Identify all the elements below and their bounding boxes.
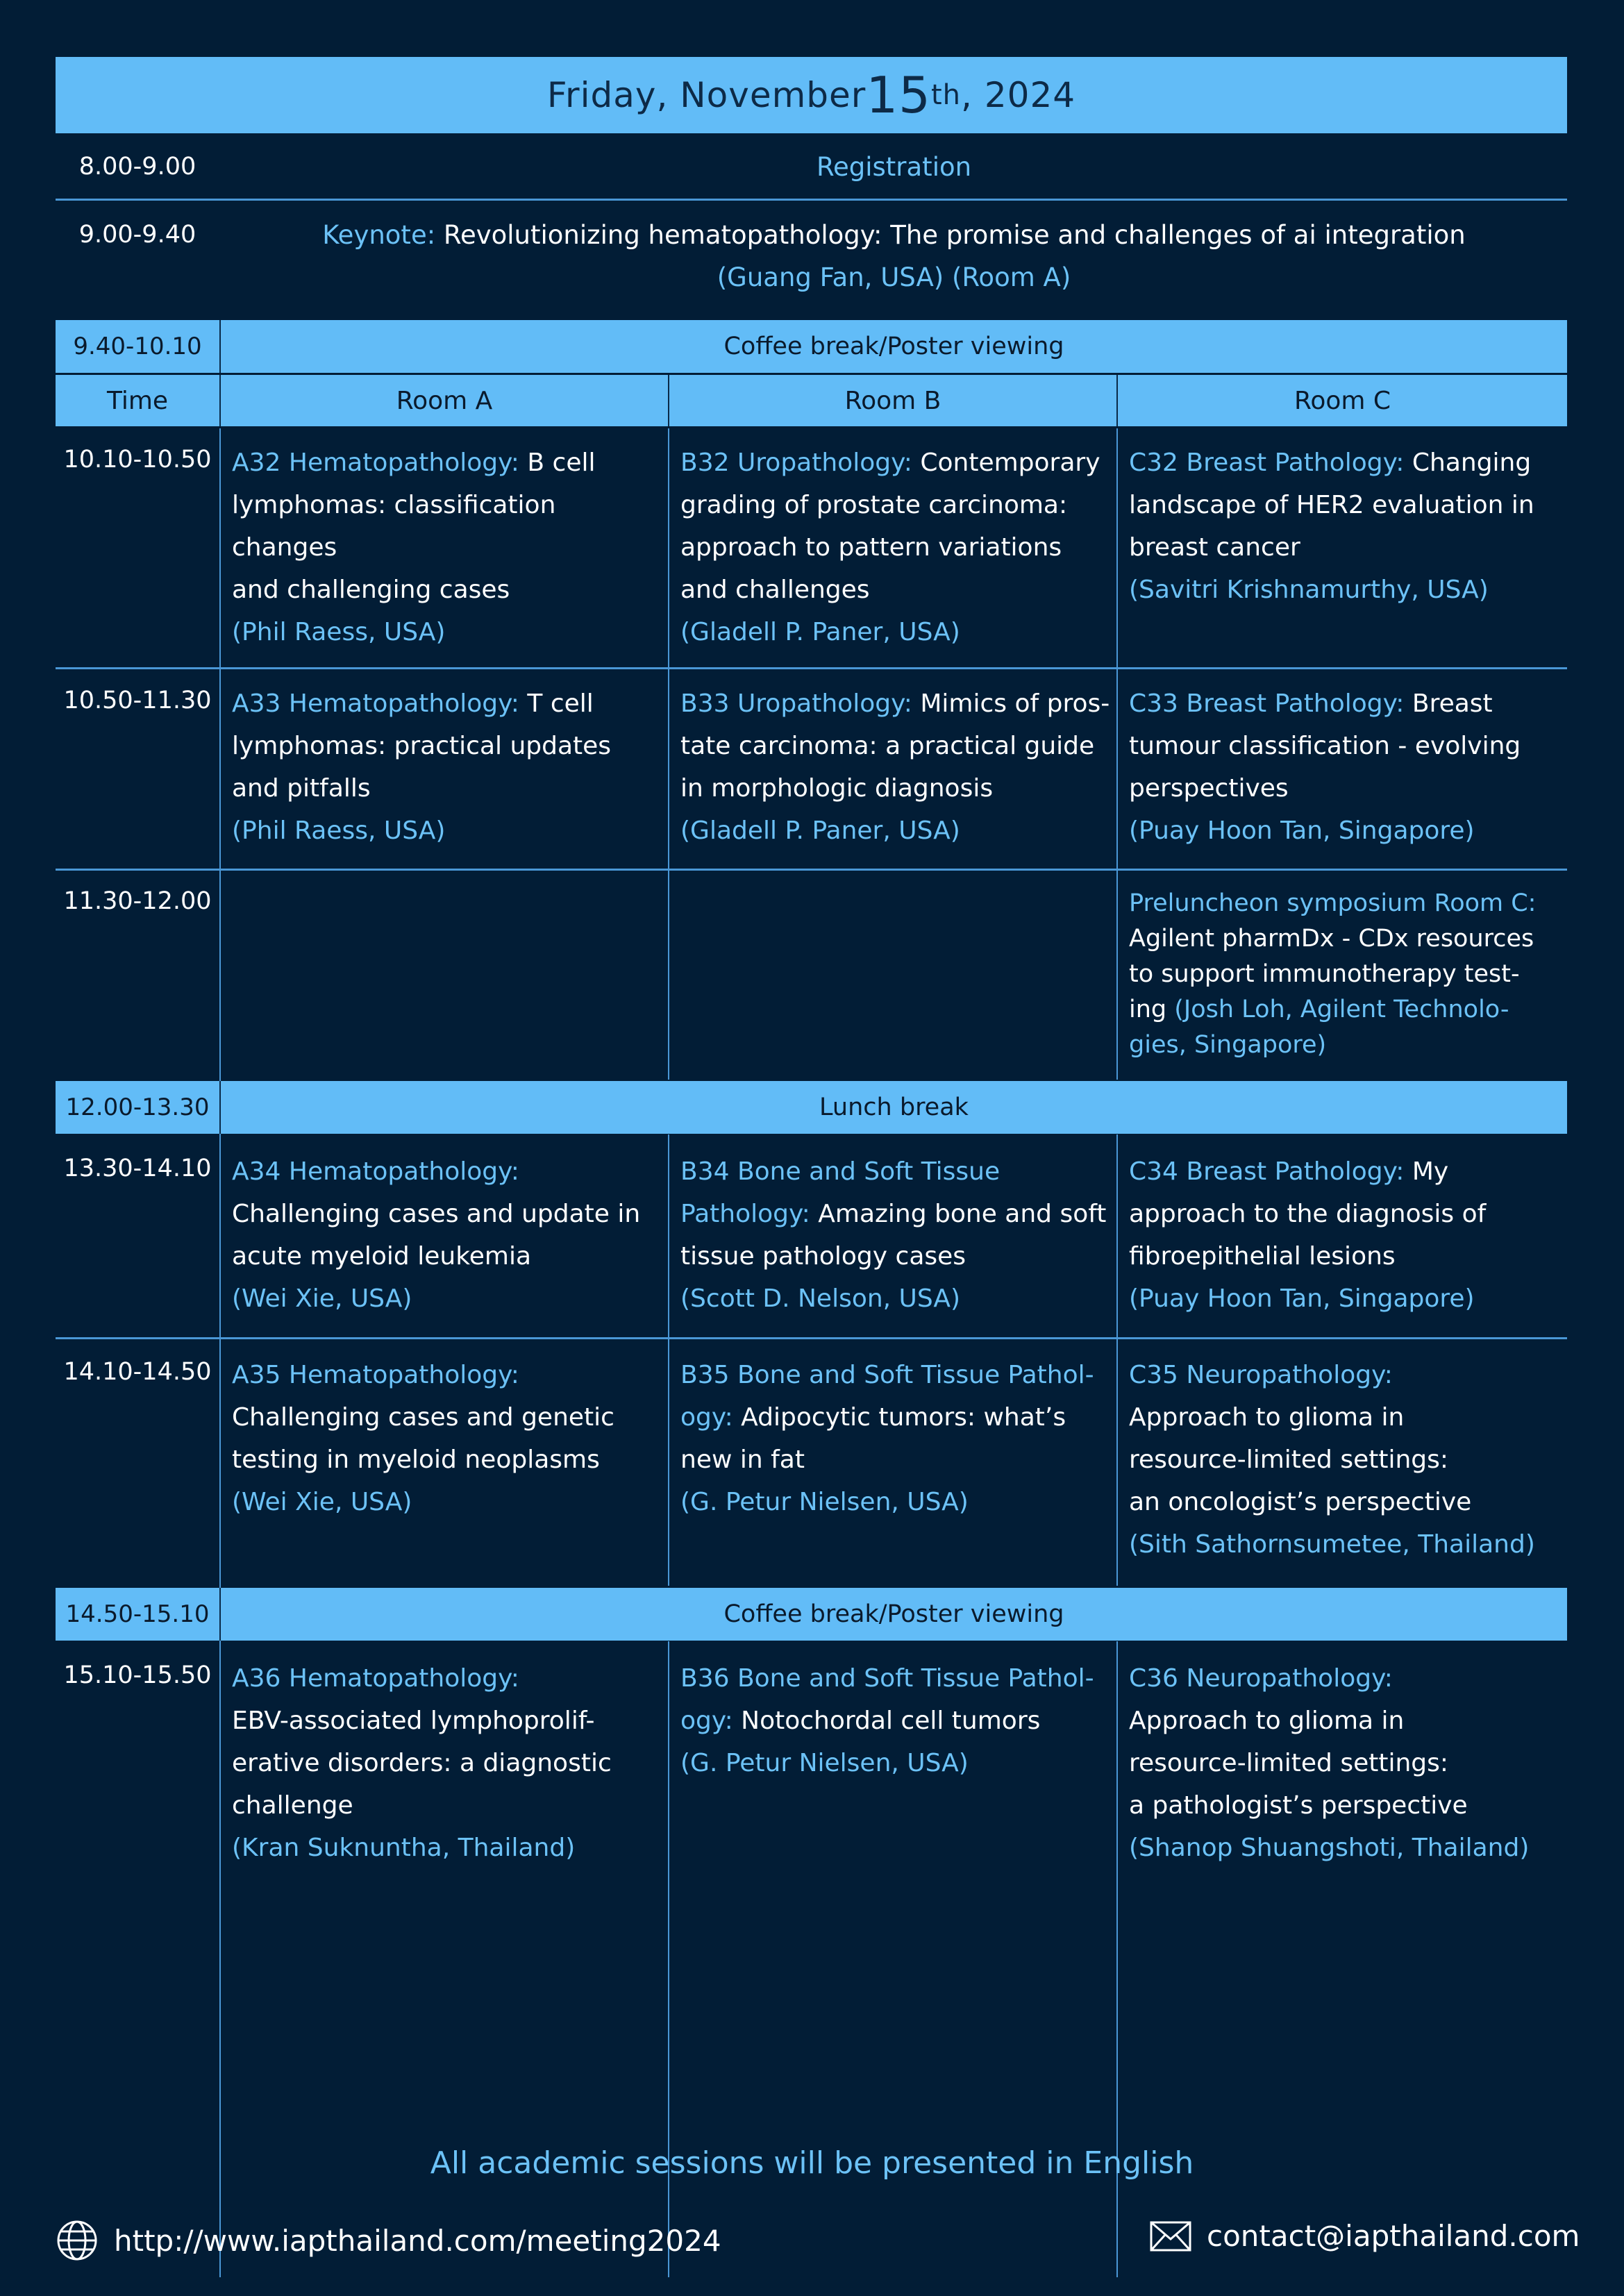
session-b33: B33 Uropathology: Mimics of pros- tate carcinoma: a practical guide in morphologic diagnosis (Gladell P. Paner, USA)	[680, 689, 1110, 845]
envelope-icon	[1150, 2221, 1191, 2252]
lunch-break-band: 12.00-13.30 Lunch break	[56, 1081, 1567, 1134]
keynote-title: Keynote: Revolutionizing hematopathology: The promise and challenges of ai integration	[322, 220, 1466, 250]
time-slot: 14.10-14.50	[63, 1358, 212, 1386]
time-slot: 10.10-10.50	[63, 446, 212, 474]
session-a36: A36 Hematopathology: EBV-associated lymphoprolif- erative disorders: a diagnostic challenge (Kran Suknuntha, Thailand)	[232, 1664, 612, 1862]
session-a34: A34 Hematopathology: Challenging cases and update in acute myeloid leukemia (Wei Xie, USA)	[232, 1157, 641, 1313]
title-day: 15	[866, 66, 931, 124]
session-c34: C34 Breast Pathology: My approach to the diagnosis of fibroepithelial lesions (Puay Hoon Tan, Singapore)	[1129, 1157, 1487, 1313]
column-line-a	[668, 428, 669, 1080]
column-line-b	[1116, 428, 1118, 1080]
session-preluncheon-symposium: Preluncheon symposium Room C: Agilent pharmDx - CDx resources to support immunotherapy test- ing (Josh Loh, Agilent Technolo- gies, Singapore)	[1129, 889, 1537, 1059]
column-line-b	[1116, 1641, 1118, 2277]
row-divider	[56, 199, 1567, 201]
row-divider	[56, 667, 1567, 669]
page-title: Friday, November 15 th , 2024	[56, 57, 1567, 133]
language-note: All academic sessions will be presented in English	[430, 2145, 1194, 2181]
time-keynote: 9.00-9.40	[78, 221, 196, 249]
column-line-a	[668, 1134, 669, 1586]
website-link[interactable]	[56, 2219, 721, 2262]
row-divider	[56, 1337, 1567, 1339]
session-c32: C32 Breast Pathology: Changing landscape of HER2 evaluation in breast cancer (Savitri Krishnamurthy, USA)	[1129, 449, 1534, 604]
column-line-a	[668, 1641, 669, 2277]
room-header: Time Room A Room B Room C	[56, 375, 1567, 426]
session-c35: C35 Neuropathology: Approach to glioma in resource-limited settings: an oncologist’s perspective (Sith Sathornsumetee, Thailand)	[1129, 1361, 1535, 1559]
session-b35: B35 Bone and Soft Tissue Pathol- ogy: Adipocytic tumors: what’s new in fat (G. Petur Nielsen, USA)	[680, 1361, 1094, 1516]
column-line-b	[1116, 1134, 1118, 1586]
time-slot: 11.30-12.00	[63, 887, 212, 915]
globe-icon	[56, 2219, 99, 2262]
session-a32: A32 Hematopathology: B cell lymphomas: classification changes and challenging cases (Phil Raess, USA)	[232, 449, 596, 646]
session-a35: A35 Hematopathology: Challenging cases and genetic testing in myeloid neoplasms (Wei Xie, USA)	[232, 1361, 614, 1516]
coffee-break-band: 14.50-15.10 Coffee break/Poster viewing	[56, 1588, 1567, 1641]
session-c36: C36 Neuropathology: Approach to glioma in resource-limited settings: a pathologist’s perspective (Shanop Shuangshoti, Thailand)	[1129, 1664, 1530, 1862]
session-a33: A33 Hematopathology: T cell lymphomas: practical updates and pitfalls (Phil Raess, USA)	[232, 689, 612, 845]
column-line-time	[219, 428, 221, 2277]
keynote-speaker: (Guang Fan, USA) (Room A)	[717, 262, 1071, 292]
registration-label: Registration	[816, 152, 972, 182]
session-c33: C33 Breast Pathology: Breast tumour classification - evolving perspectives (Puay Hoon Tan, Singapore)	[1129, 689, 1521, 845]
session-b36: B36 Bone and Soft Tissue Pathol- ogy: Notochordal cell tumors (G. Petur Nielsen, USA)	[680, 1664, 1094, 1777]
email-link[interactable]	[1150, 2219, 1580, 2253]
time-slot: 13.30-14.10	[63, 1155, 212, 1182]
time-slot: 10.50-11.30	[63, 687, 212, 714]
time-slot: 15.10-15.50	[63, 1661, 212, 1689]
website-url[interactable]: http://www.iapthailand.com/meeting2024	[114, 2223, 721, 2258]
session-b34: B34 Bone and Soft Tissue Pathology: Amazing bone and soft tissue pathology cases (Scott D. Nelson, USA)	[680, 1157, 1107, 1313]
row-divider	[56, 869, 1567, 871]
time-registration: 8.00-9.00	[78, 153, 196, 181]
session-b32: B32 Uropathology: Contemporary grading of prostate carcinoma: approach to pattern variations and challenges (Gladell P. Paner, USA)	[680, 449, 1100, 646]
coffee-break-band: 9.40-10.10 Coffee break/Poster viewing	[56, 320, 1567, 373]
email-address[interactable]: contact@iapthailand.com	[1207, 2219, 1580, 2253]
